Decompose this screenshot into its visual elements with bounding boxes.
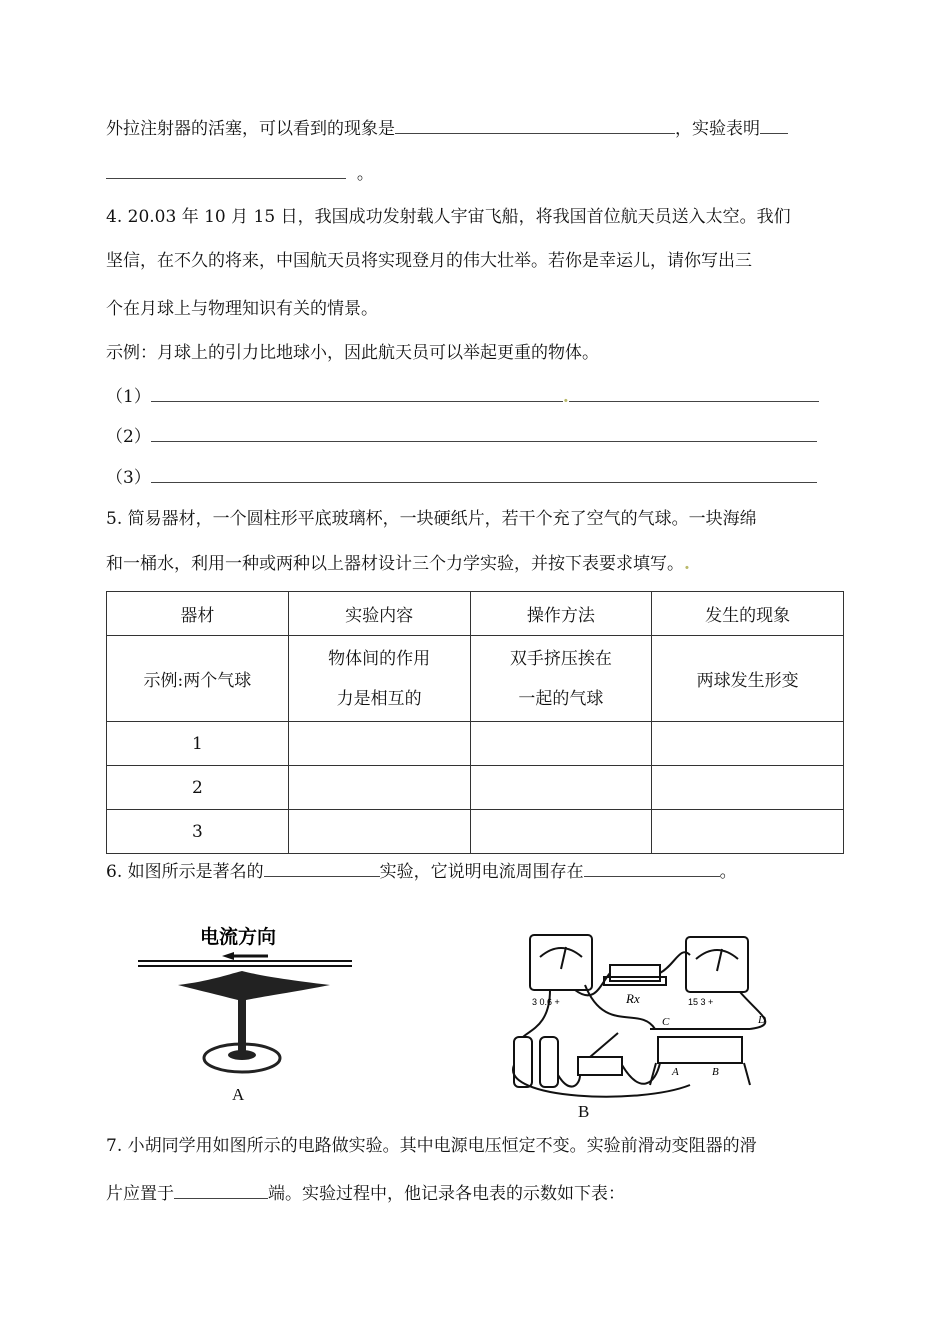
- q6-line: [106, 858, 737, 884]
- answer-blank[interactable]: [106, 160, 346, 179]
- switch-base: [578, 1057, 622, 1075]
- answer-blank[interactable]: [174, 1180, 268, 1199]
- point-a: A: [672, 1066, 679, 1078]
- q4-item-2: [106, 423, 817, 449]
- q4-line1: 4. 20.03 年 10 月 15 日，我国成功发射载人宇宙飞船，将我国首位航天员送入太空。我们: [106, 207, 791, 227]
- q3-period: 。: [356, 164, 374, 184]
- q4-item-3: [106, 464, 817, 490]
- answer-cell[interactable]: [652, 766, 844, 810]
- answer-cell[interactable]: [470, 810, 652, 854]
- header-cell: 器材: [107, 592, 289, 636]
- meter1-scale: 3 0.6 +: [532, 997, 560, 1007]
- table-row: [107, 766, 844, 810]
- example-col4: 两球发生形变: [652, 636, 844, 722]
- stray-dot: .: [562, 387, 569, 407]
- example-col2-line2: 力是相互的: [336, 688, 422, 709]
- row-number: 2: [107, 766, 289, 810]
- q6-text-b: 实验，它说明电流周围存在: [379, 862, 584, 882]
- answer-blank[interactable]: [264, 858, 380, 877]
- answer-blank[interactable]: [151, 383, 563, 402]
- voltmeter-pointer: [717, 949, 722, 971]
- answer-blank[interactable]: [569, 383, 819, 402]
- q3-line2: [106, 160, 374, 186]
- rx-label: Rx: [626, 991, 640, 1006]
- answer-blank[interactable]: [395, 115, 675, 134]
- figure-b-label: B: [578, 1102, 590, 1121]
- answer-blank[interactable]: [584, 858, 720, 877]
- wire: [558, 1075, 580, 1087]
- header-cell: 操作方法: [470, 592, 652, 636]
- figure-b-circuit: [500, 925, 790, 1103]
- q4-example: 示例：月球上的引力比地球小，因此航天员可以举起更重的物体。: [106, 343, 599, 363]
- answer-cell[interactable]: [288, 766, 470, 810]
- row-number: 1: [107, 722, 289, 766]
- figure-a-label: A: [232, 1085, 245, 1104]
- q4-item-number: （3）: [106, 468, 151, 488]
- point-d: D: [758, 1014, 766, 1026]
- figure-a-caption: 电流方向: [200, 926, 277, 948]
- answer-blank[interactable]: [151, 464, 817, 483]
- ammeter-dial: [540, 948, 582, 957]
- q4-item-number: （1）: [106, 387, 151, 407]
- voltmeter-dial: [696, 950, 738, 959]
- rheostat-leg: [744, 1063, 750, 1085]
- q6-text-c: 。: [719, 862, 737, 882]
- battery: [540, 1037, 558, 1087]
- q7-text-a: 片应置于: [106, 1184, 174, 1204]
- meter2-scale: 15 3 +: [688, 997, 714, 1007]
- needle-stand: [238, 997, 246, 1057]
- q7-line2: [106, 1180, 625, 1206]
- ammeter-pointer: [561, 947, 566, 969]
- q5-table: [106, 591, 844, 854]
- q4-item-1: [106, 383, 819, 409]
- answer-cell[interactable]: [470, 766, 652, 810]
- example-col3-line2: 一起的气球: [518, 688, 604, 709]
- row-number: 3: [107, 810, 289, 854]
- ammeter-body: [530, 935, 592, 990]
- answer-cell[interactable]: [288, 810, 470, 854]
- figure-a-oersted: [130, 915, 360, 1085]
- example-col1: 示例:两个气球: [107, 636, 289, 722]
- answer-cell[interactable]: [288, 722, 470, 766]
- answer-blank[interactable]: [151, 423, 817, 442]
- answer-cell[interactable]: [652, 810, 844, 854]
- table-row: [107, 722, 844, 766]
- table-example-row: [107, 636, 844, 722]
- stand-base-inner: [228, 1050, 256, 1060]
- stray-dot: .: [684, 554, 690, 574]
- q5-line2-text: 和一桶水，利用一种或两种以上器材设计三个力学实验，并按下表要求填写。: [106, 554, 684, 574]
- q6-text-a: 6. 如图所示是著名的: [106, 862, 264, 882]
- q4-line3: 个在月球上与物理知识有关的情景。: [106, 299, 378, 319]
- q4-line2: 坚信，在不久的将来，中国航天员将实现登月的伟大壮举。若你是幸运儿，请你写出三: [106, 251, 752, 271]
- header-cell: 发生的现象: [652, 592, 844, 636]
- rheostat-coil: [658, 1037, 742, 1063]
- q3-text-a: 外拉注射器的活塞，可以看到的现象是: [106, 119, 395, 139]
- voltmeter-body: [686, 937, 748, 992]
- compass-needle: [178, 971, 330, 1001]
- q5-line1: 5. 简易器材，一个圆柱形平底玻璃杯，一块硬纸片，若干个充了空气的气球。一块海绵: [106, 509, 757, 529]
- answer-cell[interactable]: [652, 722, 844, 766]
- q3-text-b: ，实验表明: [675, 119, 760, 139]
- q7-text-b: 端。实验过程中，他记录各电表的示数如下表：: [268, 1184, 625, 1204]
- q7-line1: 7. 小胡同学用如图所示的电路做实验。其中电源电压恒定不变。实验前滑动变阻器的滑: [106, 1136, 757, 1156]
- switch-lever: [590, 1033, 618, 1057]
- table-header-row: [107, 592, 844, 636]
- q5-line2: [106, 552, 690, 576]
- q3-line1: [106, 115, 788, 141]
- example-col2: [288, 636, 470, 722]
- example-col3: [470, 636, 652, 722]
- table-row: [107, 810, 844, 854]
- header-cell: 实验内容: [288, 592, 470, 636]
- example-col3-line1: 双手挤压挨在: [509, 648, 612, 669]
- point-c: C: [662, 1016, 670, 1028]
- q4-item-number: （2）: [106, 427, 151, 447]
- point-b: B: [712, 1066, 719, 1078]
- resistor-rx: [610, 965, 660, 981]
- example-col2-line1: 物体间的作用: [328, 648, 431, 669]
- answer-blank[interactable]: [760, 115, 788, 134]
- answer-cell[interactable]: [470, 722, 652, 766]
